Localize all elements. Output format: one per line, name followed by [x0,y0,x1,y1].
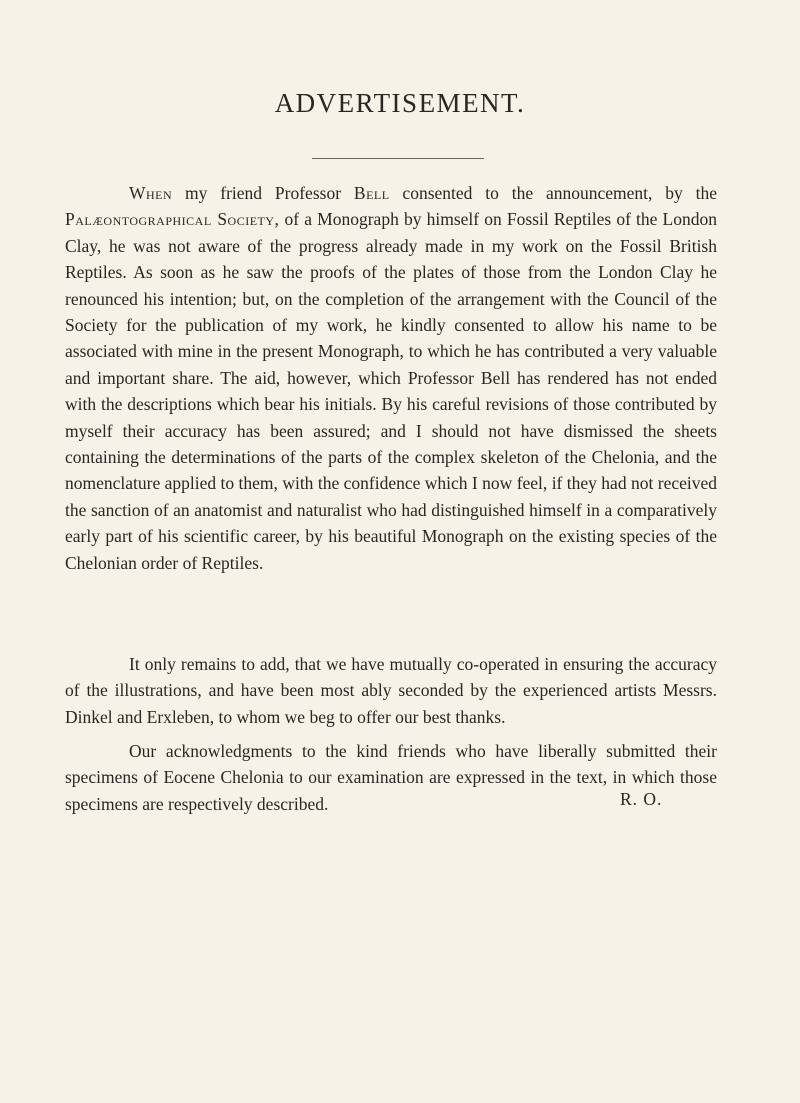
paragraph-1 [65,180,717,576]
paragraph-2-text: It only remains to add, that we have mutually co-operated in ensuring the accuracy of the illustrations, and have been most ably seconded by the experienced artists Messrs. Dinkel and Erxleben, to whom we beg to offer our best thanks. [65,654,717,727]
society-name: Palæontographical Society, [65,209,280,230]
paragraph-1-text-c: of a Monograph by himself on Fossil Reptiles of the London Clay, he was not aware of the progress already made in my work on the Fossil British Reptiles. As soon as he saw the proofs of the plates of those from the London Clay he renounced his intention; but, on the completion of the arrangement with the Council of the Society for the publication of my work, he kindly consented to allow his name to be associated with mine in the present Monograph, to which he has contributed a very valuable and important share. The aid, however, which Professor Bell has rendered has not ended with the descriptions which bear his initials. By his careful revisions of those contributed by myself their accuracy has been assured; and I should not have dismissed the sheets containing the determinations of the parts of the complex skeleton of the Chelonia, and the nomenclature applied to them, with the confidence which I now feel, if they had not received the sanction of an anatomist and naturalist who had distinguished himself in a comparatively early part of his scientific career, by his beautiful Monograph on the existing species of the Chelonian order of Reptiles. [65,209,717,573]
paragraph-1-text-a: my friend Professor [172,183,354,203]
signature-initials: R. O. [620,789,663,809]
page-title: ADVERTISEMENT. [274,88,526,118]
paragraph-2 [65,651,717,730]
paragraph-3-text: Our acknowledgments to the kind friends who have liberally submitted their specimens of Eocene Chelonia to our examination are expressed in the text, in which those specimens are respectively described. [65,741,717,814]
paragraph-1-text-b: consented to the announcement, by the [389,183,717,203]
title-divider [312,158,484,159]
lead-word: When [129,183,173,203]
name-bell: Bell [353,183,390,203]
